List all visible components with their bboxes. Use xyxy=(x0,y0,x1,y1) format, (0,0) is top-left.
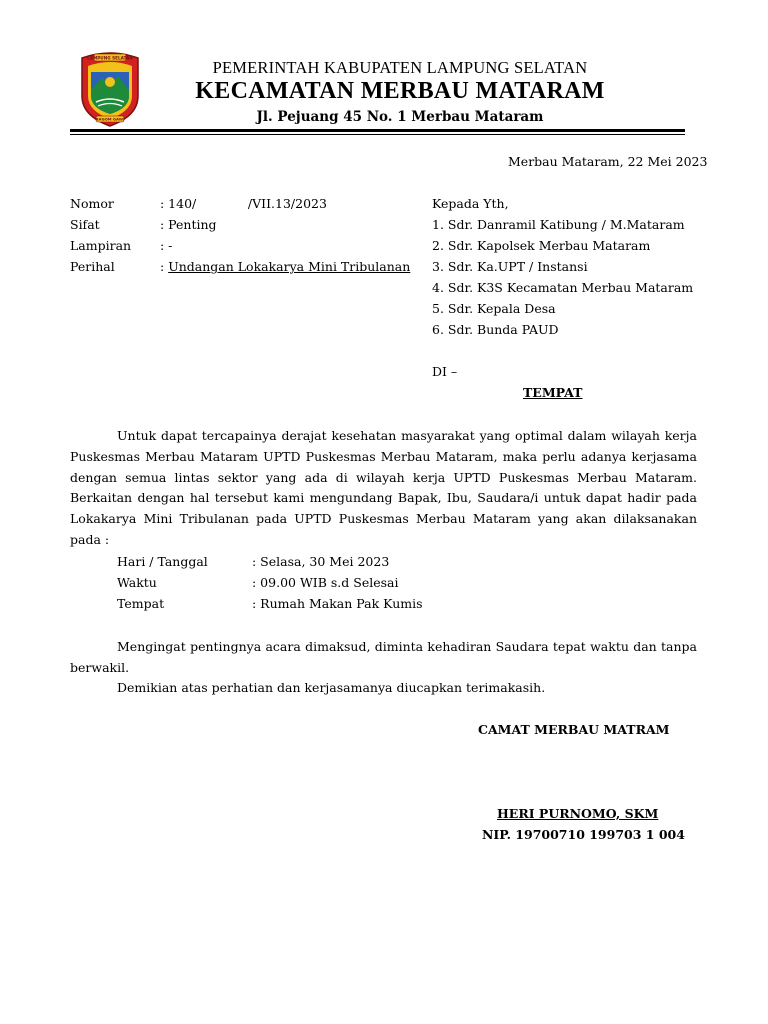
addressee-item: 5. Sdr. Kepala Desa xyxy=(432,301,556,316)
meta-value-perihal xyxy=(160,259,410,274)
addressee-item: 1. Sdr. Danramil Katibung / M.Mataram xyxy=(432,217,685,232)
government-heading: PEMERINTAH KABUPATEN LAMPUNG SELATAN xyxy=(212,58,588,77)
schedule-value-place: : Rumah Makan Pak Kumis xyxy=(252,596,423,611)
signatory-nip: NIP. 19700710 199703 1 004 xyxy=(482,827,685,842)
svg-text:RAGOM GAWI: RAGOM GAWI xyxy=(95,116,125,122)
meta-label-lampiran: Lampiran xyxy=(70,238,132,253)
letter-date: Merbau Mataram, 22 Mei 2023 xyxy=(508,154,708,169)
header-rule-thin xyxy=(70,134,685,135)
svg-text:LAMPUNG SELATAN: LAMPUNG SELATAN xyxy=(87,55,133,61)
meta-label-sifat: Sifat xyxy=(70,217,100,232)
body-paragraph-2 xyxy=(70,637,697,679)
meta-label-perihal: Perihal xyxy=(70,259,115,274)
signatory-name: HERI PURNOMO, SKM xyxy=(497,806,659,821)
paragraph-1-text: Untuk dapat tercapainya derajat kesehatan masyarakat yang optimal dalam wilayah kerja Puskesmas Merbau Mataram UPTD Puskesmas Merbau Mataram, maka perlu adanya kerjasama dengan semua lintas sektor yang ada di wilayah kerja UPTD Puskesmas Merbau Mataram. Berkaitan dengan hal tersebut kami mengundang Bapak, Ibu, Saudara/i untuk dapat hadir pada Lokakarya Mini Tribulanan pada UPTD Puskesmas Merbau Mataram yang akan dilaksanakan pada : xyxy=(70,428,697,547)
addressee-tempat: TEMPAT xyxy=(523,385,583,400)
signatory-title: CAMAT MERBAU MATRAM xyxy=(478,722,670,737)
schedule-label-place: Tempat xyxy=(117,596,165,611)
meta-value-sifat: : Penting xyxy=(160,217,217,232)
meta-label-nomor: Nomor xyxy=(70,196,114,211)
perihal-subject: Undangan Lokakarya Mini Tribulanan xyxy=(168,259,411,274)
addressee-di: DI – xyxy=(432,364,458,379)
office-address: Jl. Pejuang 45 No. 1 Merbau Mataram xyxy=(256,109,544,125)
office-heading: KECAMATAN MERBAU MATARAM xyxy=(195,78,605,104)
meta-value-lampiran: : - xyxy=(160,238,173,253)
meta-value-nomor: : 140/ /VII.13/2023 xyxy=(160,196,327,211)
body-paragraph-3: Demikian atas perhatian dan kerjasamanya diucapkan terimakasih. xyxy=(117,680,546,695)
body-paragraph-1 xyxy=(70,426,697,551)
addressee-item: 6. Sdr. Bunda PAUD xyxy=(432,322,559,337)
schedule-value-time: : 09.00 WIB s.d Selesai xyxy=(252,575,399,590)
schedule-value-date: : Selasa, 30 Mei 2023 xyxy=(252,554,390,569)
schedule-label-time: Waktu xyxy=(117,575,157,590)
regency-logo-icon xyxy=(76,50,144,128)
schedule-label-date: Hari / Tanggal xyxy=(117,554,208,569)
paragraph-2-text: Mengingat pentingnya acara dimaksud, diminta kehadiran Saudara tepat waktu dan tanpa berwakil. xyxy=(70,639,697,675)
perihal-colon: : xyxy=(160,259,169,274)
addressee-item: 4. Sdr. K3S Kecamatan Merbau Mataram xyxy=(432,280,694,295)
addressee-item: 3. Sdr. Ka.UPT / Instansi xyxy=(432,259,588,274)
addressee-item: 2. Sdr. Kapolsek Merbau Mataram xyxy=(432,238,651,253)
header-rule-thick xyxy=(70,129,685,132)
addressee-heading: Kepada Yth, xyxy=(432,196,509,211)
